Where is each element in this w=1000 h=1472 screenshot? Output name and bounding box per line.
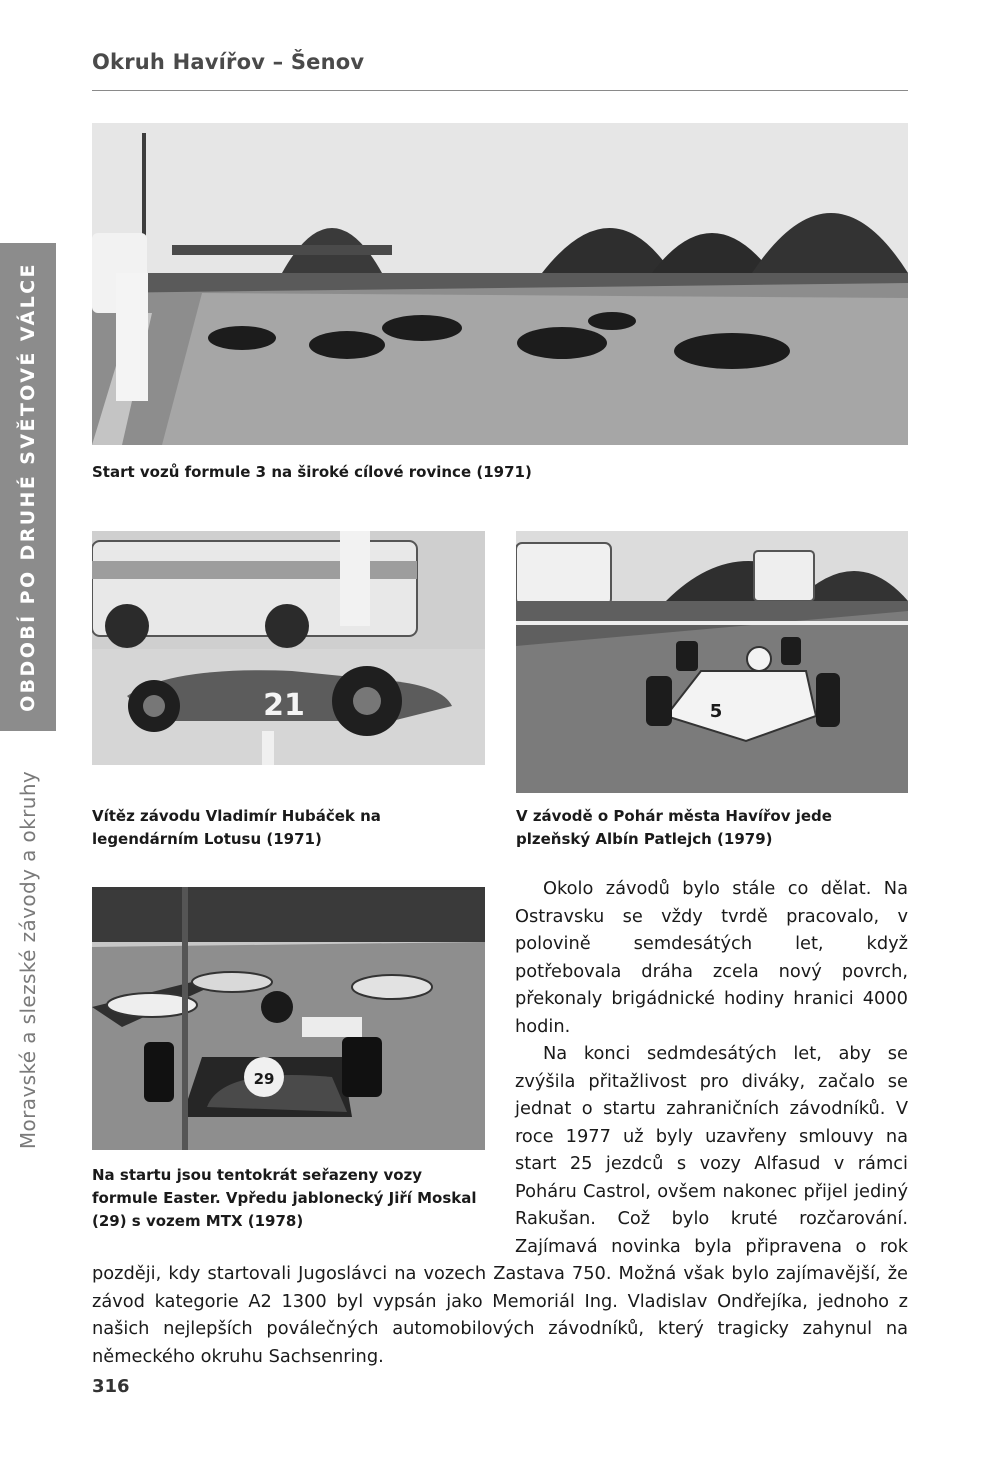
photo-caption: Start vozů formule 3 na široké cílové rovince (1971) xyxy=(92,463,532,481)
running-title: Okruh Havířov – Šenov xyxy=(92,50,365,74)
page-number: 316 xyxy=(92,1376,130,1397)
photo-caption: Na startu jsou tentokrát seřazeny vozy formule Easter. Vpředu jablonecký Jiří Moskal (29) s vozem MTX (1978) xyxy=(92,1166,477,1230)
photo-lotus-winner xyxy=(92,531,485,765)
photo-caption: V závodě o Pohár města Havířov jede plzeňský Albín Patlejch (1979) xyxy=(516,807,832,848)
chapter-tab-label: OBDOBÍ PO DRUHÉ SVĚTOVÉ VÁLCE xyxy=(17,262,39,712)
header-rule xyxy=(92,90,908,91)
body-text xyxy=(92,875,908,1370)
body-paragraph: Na konci sedmdesátých let, aby se zvýšila přitažlivost pro diváky, začalo se jednat o startu zahraničních závodníků. V roce 1977 už byly uzavřeny smlouvy na start 25 jezdců s vozy Alfasud v rámci Poháru Castrol, ovšem nakonec přijel jediný Rakušan. Což bylo kruté rozčarování. Zajímavá novinka byla připravena o rok později, kdy startovali Jugoslávci na vozech Zastava 750. Možná však bylo zajímavější, že závod kategorie A2 1300 byl vypsán jako Memoriál Ing. Vladislav Ondřejíka, jednoho z našich nejlepších poválečných automobilových závodníků, který tragicky zahynul na německého okruhu Sachsenring. xyxy=(92,1043,908,1367)
text-wrap-spacer xyxy=(92,875,515,1260)
part-title: Moravské a slezské závody a okruhy xyxy=(16,770,40,1150)
photo-patlejch-car xyxy=(516,531,908,793)
car-number-5: 5 xyxy=(709,701,723,722)
car-number-29: 29 xyxy=(253,1070,275,1088)
photo-formula3-start xyxy=(92,123,908,445)
body-paragraph: Okolo závodů bylo stále co dělat. Na Ostravsku se vždy tvrdě pracovalo, v polovině semdesátých let, když potřebovala dráha zcela nový povrch, překonaly brigádnické hodiny hranici 4000 hodin. xyxy=(515,878,908,1037)
car-number-21: 21 xyxy=(263,688,305,723)
photo-caption: Vítěz závodu Vladimír Hubáček na legendárním Lotusu (1971) xyxy=(92,807,381,848)
